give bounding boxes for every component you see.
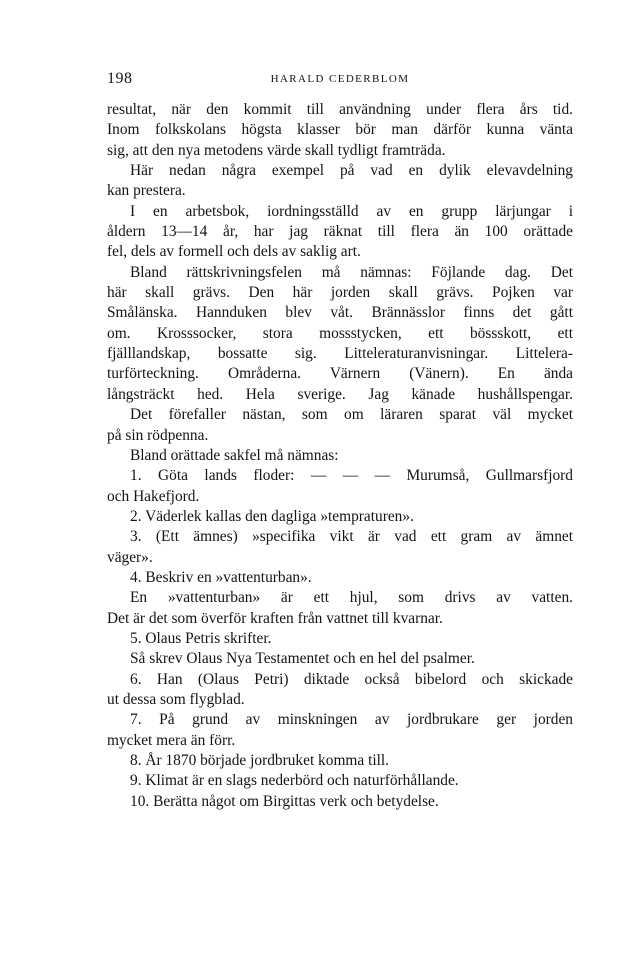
text-line: Här nedan några exempel på vad en dylik elevavdelning [130, 162, 573, 180]
text-line: 8. År 1870 började jordbruket komma till. [130, 752, 390, 769]
text-line: Så skrev Olaus Nya Testamentet och en hel del psalmer. [130, 650, 475, 668]
text-line: om. Krosssocker, stora mossstycken, ett bössskott, ett [107, 324, 573, 342]
text-line: och Hakefjord. [107, 487, 200, 505]
text-line: turförteckning. Områderna. Värnern (Vänern). En ända [107, 365, 573, 383]
text-line: Bland rättskrivningsfelen må nämnas: Föjlande dag. Det [130, 263, 573, 281]
text-line: 9. Klimat är en slags nederbörd och naturförhållande. [130, 772, 459, 790]
text-line: fel, dels av formell och dels av saklig art. [107, 243, 361, 261]
text-line: Inom folkskolans högsta klasser bör man därför kunna vänta [107, 121, 573, 139]
text-line: En »vattenturban» är ett hjul, som drivs av vatten. [130, 589, 573, 607]
text-line: kan prestera. [107, 182, 186, 200]
text-line: Smålänska. Hannduken blev våt. Brännässlor finns det gått [107, 304, 573, 322]
text-line: I en arbetsbok, iordningsställd av en grupp lärjungar i [130, 202, 573, 220]
text-line: 3. (Ett ämnes) »specifika vikt är vad ett gram av ämnet [130, 528, 573, 546]
text-line: 4. Beskriv en »vattenturban». [130, 568, 312, 586]
text-line: 6. Han (Olaus Petri) diktade också bibelord och skickade [130, 670, 573, 688]
text-line: mycket mera än förr. [107, 731, 236, 749]
text-line: resultat, när den kommit till användning under flera års tid. [107, 101, 573, 118]
text-line: 7. På grund av minskningen av jordbrukare ger jorden [130, 711, 573, 729]
text-line: åldern 13—14 år, har jag räknat till flera än 100 orättade [107, 223, 573, 241]
text-line: 1. Göta lands floder: — — — Murumså, Gullmarsfjord [130, 467, 573, 485]
page-header [107, 70, 573, 92]
text-line: Bland orättade sakfel må nämnas: [130, 446, 339, 464]
text-line: Det förefaller nästan, som om läraren sparat väl mycket [130, 406, 573, 424]
text-line: Det är det som överför kraften från vattnet till kvarnar. [107, 609, 443, 627]
text-line: sig, att den nya metodens värde skall tydligt framträda. [107, 141, 446, 159]
text-line: här skall grävs. Den här jorden skall grävs. Pojken var [107, 284, 573, 302]
text-line: 10. Berätta något om Birgittas verk och betydelse. [130, 792, 439, 810]
text-line: 2. Väderlek kallas den dagliga »tempraturen». [130, 507, 414, 525]
text-line: väger». [107, 548, 153, 566]
page-number: 198 [107, 70, 133, 87]
text-line: 5. Olaus Petris skrifter. [130, 629, 272, 647]
text-line: fjälllandskap, bossatte sig. Litteleraturanvisningar. Littelera- [107, 345, 573, 363]
text-line: långsträckt hed. Hela sverige. Jag känade hushållspengar. [107, 385, 573, 403]
text-line: ut dessa som flygblad. [107, 690, 245, 708]
text-line: på sin rödpenna. [107, 426, 209, 444]
running-head: HARALD CEDERBLOM [270, 73, 410, 85]
body-text [107, 100, 573, 812]
